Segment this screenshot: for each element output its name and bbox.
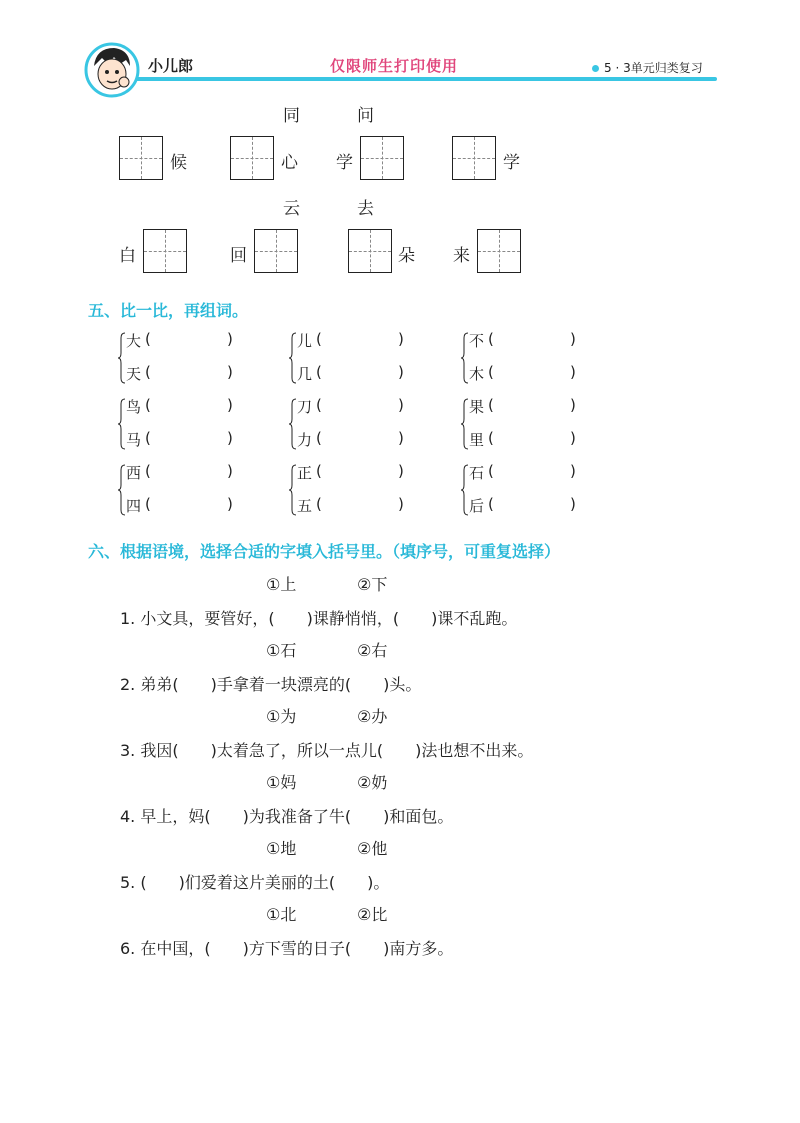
- answer-blank[interactable]: [497, 429, 567, 449]
- open-paren: (: [145, 396, 151, 414]
- close-paren: ): [398, 363, 404, 381]
- choice-option: ②他: [357, 839, 388, 858]
- unit-text: 5 · 3单元归类复习: [604, 61, 703, 75]
- compare-word-item: 里: [469, 431, 485, 449]
- answer-blank[interactable]: [497, 495, 567, 515]
- open-paren: (: [488, 363, 494, 381]
- choice-option: ①为: [266, 707, 297, 726]
- close-paren: ): [570, 495, 576, 513]
- compare-word-item: 五: [297, 497, 313, 515]
- answer-blank[interactable]: [497, 396, 567, 416]
- open-paren: (: [145, 462, 151, 480]
- compare-word-item: 几: [297, 365, 313, 383]
- close-paren: ): [398, 429, 404, 447]
- given-char: 来: [453, 246, 470, 266]
- bullet-icon: [592, 65, 599, 72]
- open-paren: (: [145, 363, 151, 381]
- fill-in-question[interactable]: 3. 我因( )太着急了，所以一点儿( )法也想不出来。: [120, 741, 534, 760]
- given-char: 学: [336, 153, 353, 173]
- option-char: 问: [357, 106, 374, 126]
- close-paren: ): [570, 396, 576, 414]
- writing-box[interactable]: [143, 229, 187, 273]
- writing-box[interactable]: [348, 229, 392, 273]
- compare-word-item: 刀: [297, 398, 313, 416]
- close-paren: ): [570, 429, 576, 447]
- answer-blank[interactable]: [154, 363, 224, 383]
- answer-blank[interactable]: [325, 363, 395, 383]
- section-6-title: 六、根据语境，选择合适的字填入括号里。（填序号，可重复选择）: [88, 542, 561, 561]
- compare-word-item: 大: [126, 332, 142, 350]
- given-char: 朵: [398, 246, 415, 266]
- open-paren: (: [488, 462, 494, 480]
- option-char: 去: [357, 199, 374, 219]
- answer-blank[interactable]: [154, 462, 224, 482]
- fill-in-question[interactable]: 1. 小文具，要管好，( )课静悄悄，( )课不乱跑。: [120, 609, 518, 628]
- compare-word-item: 正: [297, 464, 313, 482]
- compare-word-item: 后: [469, 497, 485, 515]
- fill-in-question[interactable]: 4. 早上，妈( )为我准备了牛( )和面包。: [120, 807, 454, 826]
- answer-blank[interactable]: [497, 363, 567, 383]
- header-rule: [100, 77, 717, 81]
- open-paren: (: [145, 429, 151, 447]
- close-paren: ): [227, 495, 233, 513]
- compare-word-item: 西: [126, 464, 142, 482]
- compare-word-item: 儿: [297, 332, 313, 350]
- close-paren: ): [227, 396, 233, 414]
- writing-box[interactable]: [119, 136, 163, 180]
- open-paren: (: [145, 330, 151, 348]
- answer-blank[interactable]: [325, 462, 395, 482]
- open-paren: (: [316, 396, 322, 414]
- choice-option: ②比: [357, 905, 388, 924]
- compare-word-item: 天: [126, 365, 142, 383]
- compare-word-item: 不: [469, 332, 485, 350]
- brace-icon: [289, 398, 297, 450]
- brace-icon: [289, 332, 297, 384]
- compare-word-item: 四: [126, 497, 142, 515]
- choice-option: ②右: [357, 641, 388, 660]
- choice-option: ①石: [266, 641, 297, 660]
- answer-blank[interactable]: [325, 429, 395, 449]
- choice-option: ①北: [266, 905, 297, 924]
- writing-box[interactable]: [477, 229, 521, 273]
- option-char: 云: [283, 199, 300, 219]
- answer-blank[interactable]: [154, 429, 224, 449]
- boy-mascot-icon: [84, 42, 140, 98]
- close-paren: ): [398, 396, 404, 414]
- brace-icon: [461, 332, 469, 384]
- choice-option: ②下: [357, 575, 388, 594]
- answer-blank[interactable]: [497, 330, 567, 350]
- open-paren: (: [316, 429, 322, 447]
- open-paren: (: [316, 330, 322, 348]
- close-paren: ): [227, 462, 233, 480]
- open-paren: (: [316, 495, 322, 513]
- close-paren: ): [570, 462, 576, 480]
- brace-icon: [118, 464, 126, 516]
- answer-blank[interactable]: [325, 495, 395, 515]
- brand-name: 小儿郎: [148, 57, 194, 75]
- open-paren: (: [488, 396, 494, 414]
- writing-box[interactable]: [230, 136, 274, 180]
- answer-blank[interactable]: [154, 396, 224, 416]
- close-paren: ): [398, 495, 404, 513]
- compare-word-item: 马: [126, 431, 142, 449]
- fill-in-question[interactable]: 2. 弟弟( )手拿着一块漂亮的( )头。: [120, 675, 422, 694]
- open-paren: (: [145, 495, 151, 513]
- given-char: 学: [503, 153, 520, 173]
- answer-blank[interactable]: [154, 330, 224, 350]
- choice-option: ①上: [266, 575, 297, 594]
- fill-in-question[interactable]: 5. ( )们爱着这片美丽的土( )。: [120, 873, 390, 892]
- writing-box[interactable]: [452, 136, 496, 180]
- answer-blank[interactable]: [325, 330, 395, 350]
- close-paren: ): [398, 462, 404, 480]
- print-notice: 仅限师生打印使用: [330, 57, 459, 75]
- compare-word-item: 木: [469, 365, 485, 383]
- given-char: 候: [170, 153, 187, 173]
- open-paren: (: [488, 429, 494, 447]
- choice-option: ②奶: [357, 773, 388, 792]
- compare-word-item: 鸟: [126, 398, 142, 416]
- brace-icon: [118, 332, 126, 384]
- fill-in-question[interactable]: 6. 在中国，( )方下雪的日子( )南方多。: [120, 939, 454, 958]
- given-char: 白: [119, 246, 136, 266]
- choice-option: ①地: [266, 839, 297, 858]
- answer-blank[interactable]: [325, 396, 395, 416]
- compare-word-item: 果: [469, 398, 485, 416]
- close-paren: ): [227, 363, 233, 381]
- open-paren: (: [488, 330, 494, 348]
- close-paren: ): [398, 330, 404, 348]
- open-paren: (: [488, 495, 494, 513]
- compare-word-item: 石: [469, 464, 485, 482]
- section-5-title: 五、比一比，再组词。: [88, 301, 249, 320]
- close-paren: ): [570, 363, 576, 381]
- open-paren: (: [316, 462, 322, 480]
- brace-icon: [289, 464, 297, 516]
- compare-word-item: 力: [297, 431, 313, 449]
- given-char: 回: [230, 246, 247, 266]
- brace-icon: [461, 464, 469, 516]
- writing-box[interactable]: [254, 229, 298, 273]
- brace-icon: [461, 398, 469, 450]
- brace-icon: [118, 398, 126, 450]
- answer-blank[interactable]: [497, 462, 567, 482]
- option-char: 同: [283, 106, 300, 126]
- answer-blank[interactable]: [154, 495, 224, 515]
- close-paren: ): [570, 330, 576, 348]
- given-char: 心: [281, 153, 298, 173]
- choice-option: ①妈: [266, 773, 297, 792]
- close-paren: ): [227, 429, 233, 447]
- writing-box[interactable]: [360, 136, 404, 180]
- open-paren: (: [316, 363, 322, 381]
- unit-label: [592, 59, 703, 76]
- close-paren: ): [227, 330, 233, 348]
- choice-option: ②办: [357, 707, 388, 726]
